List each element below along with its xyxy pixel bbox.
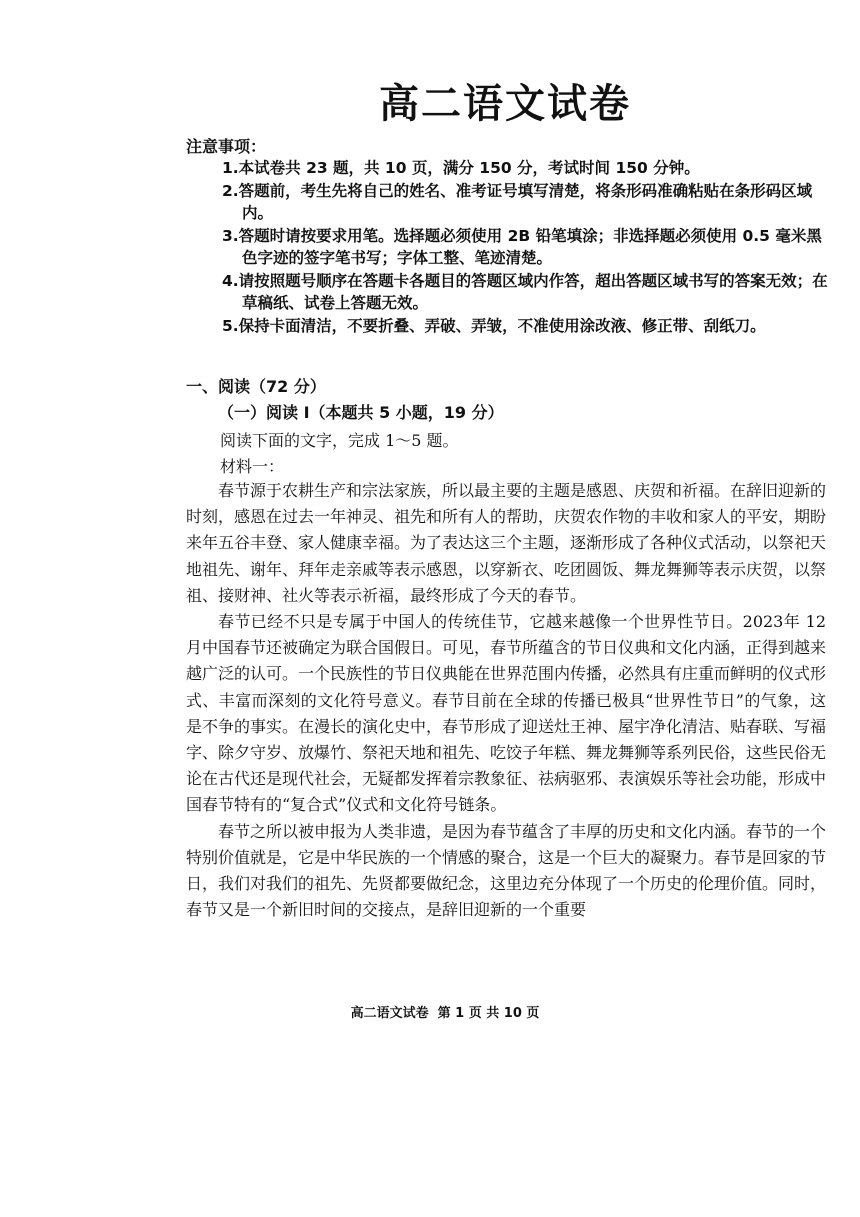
reading-instruction: 阅读下面的文字，完成 1～5 题。 xyxy=(220,431,459,450)
passage-paragraph: 春节源于农耕生产和宗法家族，所以最主要的主题是感恩、庆贺和祈福。在辞旧迎新的时刻，感恩在过去一年神灵、祖先和所有人的帮助，庆贺农作物的丰收和家人的平安，期盼来年五谷丰登、家人健康幸福。为了表达这三个主题，逐渐形成了各种仪式活动，以祭祀天地祖先、谢年、拜年走亲戚等表示感恩，以穿新衣、吃团圆饭、舞龙舞狮等表示庆贺，以祭祖、接财神、社火等表示祈福，最终形成了今天的春节。 xyxy=(186,481,827,605)
passage-paragraph: 春节已经不只是专属于中国人的传统佳节，它越来越像一个世界性节日。2023年 12 月中国春节还被确定为联合国假日。可见，春节所蕴含的节日仪典和文化内涵，正得到越来越广泛的认可。一个民族性的节日仪典能在世界范围内传播，必然具有庄重而鲜明的仪式形式、丰富而深刻的文化符号意义。春节目前在全球的传播已极具“世界性节日”的气象，这是不争的事实。在漫长的演化史中，春节形成了迎送灶王神、屋宇净化清洁、贴春联、写福字、除夕守岁、放爆竹、祭祀天地和祖先、吃饺子年糕、舞龙舞狮等系列民俗，这些民俗无论在古代还是现代社会，无疑都发挥着宗教象征、祛病驱邪、表演娱乐等社会功能，形成中国春节特有的“复合式”仪式和文化符号链条。 xyxy=(186,612,827,815)
material-label: 材料一： xyxy=(220,457,285,476)
reading-passage xyxy=(186,478,826,923)
notice-item: 5.保持卡面清洁，不要折叠、弄破、弄皱，不准使用涂改液、修正带、刮纸刀。 xyxy=(222,316,766,335)
page-footer: 高二语文试卷 第 1 页 共 10 页 xyxy=(350,1006,540,1021)
notice-list xyxy=(222,157,828,337)
notice-item: 4.请按照题号顺序在答题卡各题目的答题区域内作答，超出答题区域书写的答案无效；在草稿纸、试卷上答题无效。 xyxy=(222,271,828,312)
notice-item: 2.答题前，考生先将自己的姓名、准考证号填写清楚，将条形码准确粘贴在条形码区域内。 xyxy=(222,181,813,222)
passage-paragraph: 春节之所以被申报为人类非遗，是因为春节蕴含了丰厚的历史和文化内涵。春节的一个特别价值就是，它是中华民族的一个情感的聚合，这是一个巨大的凝聚力。春节是回家的节日，我们对我们的祖先、先贤都要做纪念，这里边充分体现了一个历史的伦理价值。同时，春节又是一个新旧时间的交接点，是辞旧迎新的一个重要 xyxy=(186,821,827,920)
notice-item: 1.本试卷共 23 题，共 10 页，满分 150 分，考试时间 150 分钟。 xyxy=(222,159,700,177)
subsection-heading: （一）阅读 I（本题共 5 小题，19 分） xyxy=(218,403,504,422)
exam-title: 高二语文试卷 xyxy=(379,81,631,127)
notice-heading: 注意事项： xyxy=(186,137,267,156)
notice-item: 3.答题时请按要求用笔。选择题必须使用 2B 铅笔填涂；非选择题必须使用 0.5 毫米黑色字迹的签字笔书写；字体工整、笔迹清楚。 xyxy=(222,226,822,267)
section-heading: 一、阅读（72 分） xyxy=(186,377,326,396)
